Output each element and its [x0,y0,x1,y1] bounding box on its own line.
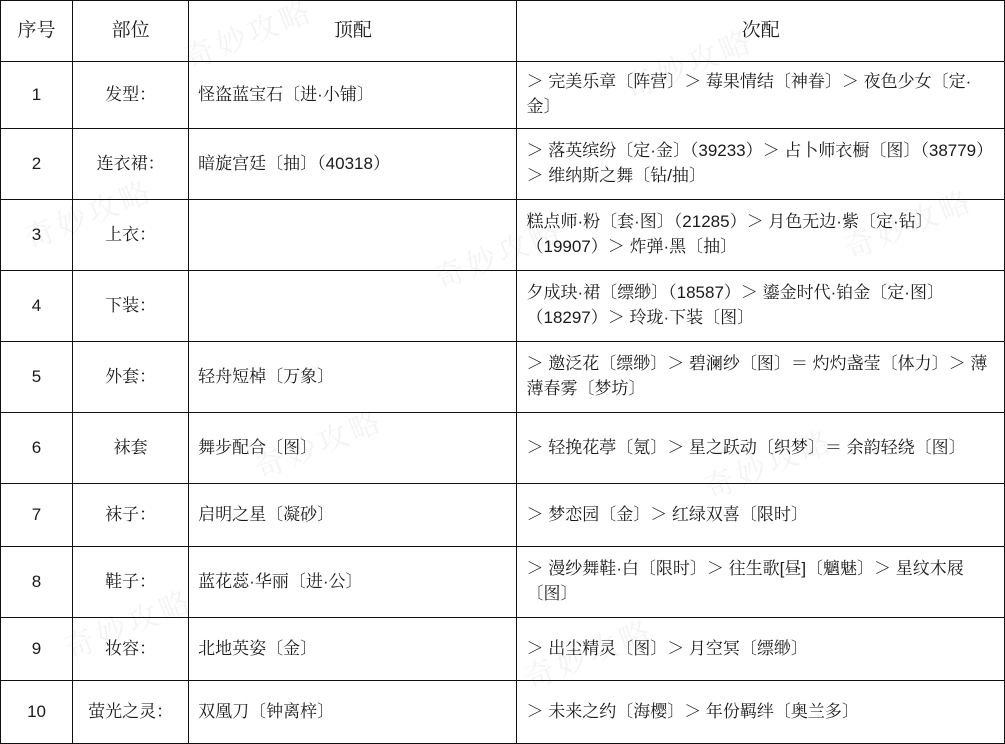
table-row [1,547,1005,618]
column-header-part: 部位 [73,1,189,62]
table-row [1,342,1005,413]
cell-part: 妆容： [73,618,189,681]
cell-part: 袜套 [73,413,189,484]
cell-part: 外套： [73,342,189,413]
cell-top: 北地英姿〔金〕 [189,618,517,681]
table-row [1,618,1005,681]
table-row [1,413,1005,484]
cell-sub: ＞ 完美乐章〔阵营〕＞ 莓果情结〔神眷〕＞ 夜色少女〔定·金〕 [517,62,1005,129]
cell-part: 下装： [73,271,189,342]
cell-index: 10 [1,681,73,744]
table-row [1,200,1005,271]
cell-index: 2 [1,129,73,200]
column-header-sub: 次配 [517,1,1005,62]
cell-index: 8 [1,547,73,618]
cell-index: 3 [1,200,73,271]
cell-part: 鞋子： [73,547,189,618]
cell-index: 7 [1,484,73,547]
table-row [1,484,1005,547]
cell-top [189,200,517,271]
table-row [1,62,1005,129]
cell-top: 舞步配合〔图〕 [189,413,517,484]
cell-top: 暗旋宫廷〔抽〕（40318） [189,129,517,200]
cell-sub: ＞ 漫纱舞鞋·白〔限时〕＞ 往生歌[昼]〔魑魅〕＞ 星纹木屐〔图〕 [517,547,1005,618]
cell-top: 怪盗蓝宝石〔进·小铺〕 [189,62,517,129]
column-header-index: 序号 [1,1,73,62]
cell-sub: 糕点师·粉〔套·图〕（21285）＞ 月色无边·紫〔定·钻〕（19907）＞ 炸弹·黑〔抽〕 [517,200,1005,271]
cell-sub: ＞ 轻挽花葶〔氪〕＞ 星之跃动〔织梦〕＝ 余韵轻绕〔图〕 [517,413,1005,484]
table-row [1,271,1005,342]
cell-part: 发型： [73,62,189,129]
cell-sub: ＞ 邀泛花〔缥缈〕＞ 碧澜纱〔图〕＝ 灼灼盏莹〔体力〕＞ 薄薄春雾〔梦坊〕 [517,342,1005,413]
cell-top: 双凰刀〔钟离梓〕 [189,681,517,744]
cell-index: 5 [1,342,73,413]
cell-part: 连衣裙： [73,129,189,200]
cell-index: 1 [1,62,73,129]
column-header-top: 顶配 [189,1,517,62]
cell-index: 4 [1,271,73,342]
cell-top: 启明之星〔凝砂〕 [189,484,517,547]
cell-index: 9 [1,618,73,681]
table-header-row [1,1,1005,62]
cell-sub: ＞ 出尘精灵〔图〕＞ 月空冥〔缥缈〕 [517,618,1005,681]
cell-sub: ＞ 梦恋园〔金〕＞ 红绿双喜〔限时〕 [517,484,1005,547]
cell-part: 萤光之灵： [73,681,189,744]
cell-sub: ＞ 落英缤纷〔定·金〕（39233）＞ 占卜师衣橱〔图〕（38779）＞ 维纳斯之舞〔钻/抽〕 [517,129,1005,200]
cell-sub: ＞ 未来之约〔海樱〕＞ 年份羁绊〔奥兰多〕 [517,681,1005,744]
cell-sub: 夕成玦·裙〔缥缈〕（18587）＞ 鎏金时代·铂金〔定·图〕（18297）＞ 玲珑·下装〔图〕 [517,271,1005,342]
table-row [1,129,1005,200]
cell-index: 6 [1,413,73,484]
cell-top [189,271,517,342]
cell-top: 蓝花蕊·华丽〔进·公〕 [189,547,517,618]
table-row [1,681,1005,744]
cell-part: 上衣： [73,200,189,271]
cell-part: 袜子： [73,484,189,547]
cell-top: 轻舟短棹〔万象〕 [189,342,517,413]
